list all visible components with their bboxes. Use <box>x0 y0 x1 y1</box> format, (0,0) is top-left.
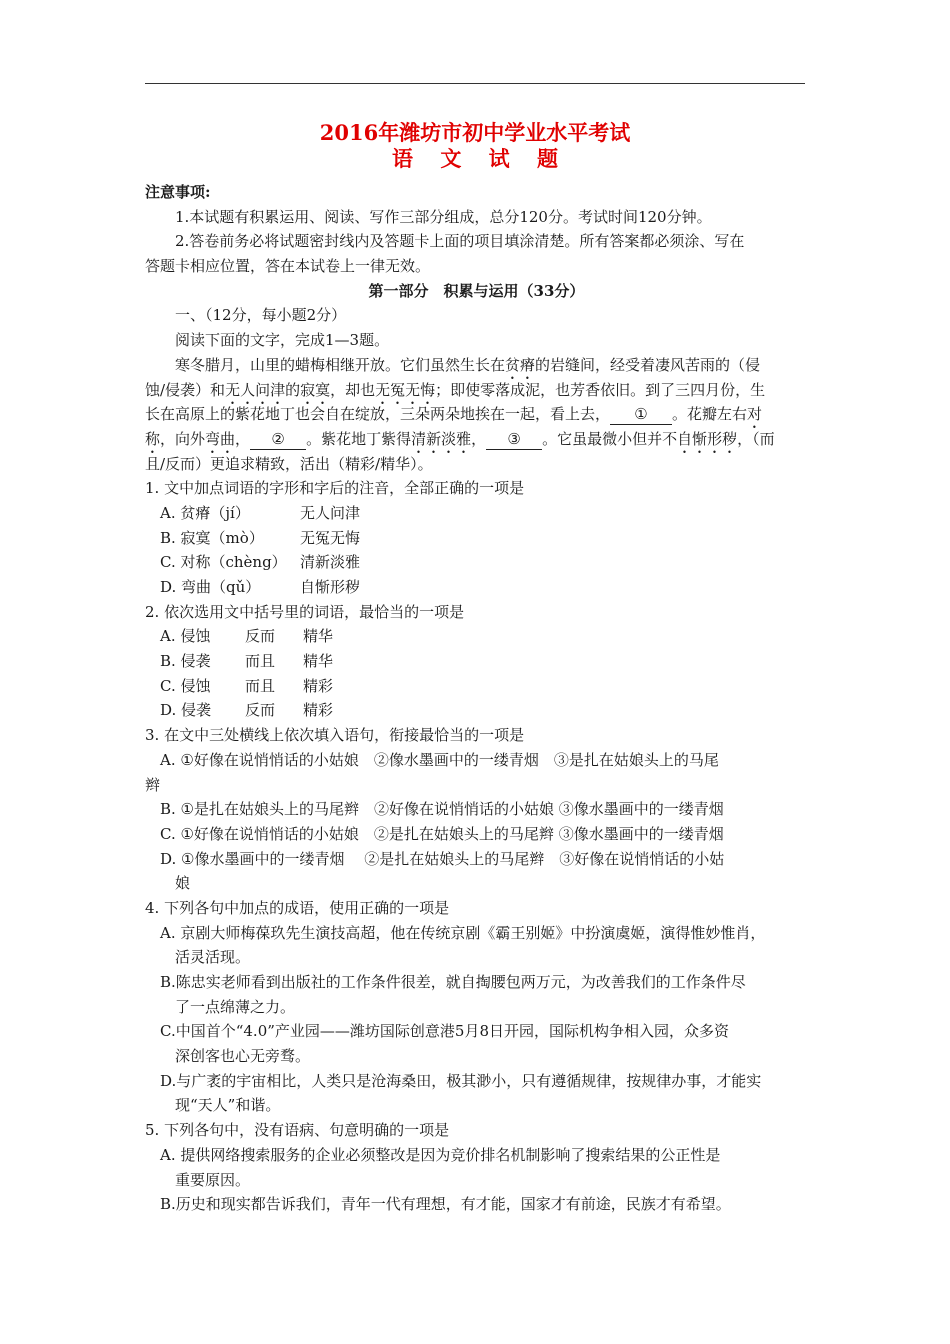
q3-option-b: B. ①是扎在姑娘头上的马尾辫 ②好像在说悄悄话的小姑娘 ③像水墨画中的一缕青烟 <box>160 800 724 819</box>
q5-option-a-cont: 重要原因。 <box>175 1170 251 1189</box>
note-item-1: 1.本试题有积累运用、阅读、写作三部分组成，总分120分。考试时间120分钟。 <box>175 207 712 226</box>
q4-option-b-cont: 了一点绵薄之力。 <box>175 997 296 1016</box>
note-item-2-cont: 答题卡相应位置，答在本试卷上一律无效。 <box>145 257 431 276</box>
dotted-word: 自惭形秽 <box>677 429 738 448</box>
question-4-stem: 4. 下列各句中加点的成语，使用正确的一项是 <box>145 898 450 917</box>
q5-option-b: B.历史和现实都告诉我们，青年一代有理想，有才能，国家才有前途，民族才有希望。 <box>160 1195 731 1214</box>
q3-option-c: C. ①好像在说悄悄话的小姑娘 ②是扎在姑娘头上的马尾辫 ③像水墨画中的一缕青烟 <box>160 824 724 843</box>
notes-heading: 注意事项: <box>145 183 211 201</box>
q3-option-d-cont: 娘 <box>175 874 191 893</box>
question-3-stem: 3. 在文中三处横线上依次填入语句，衔接最恰当的一项是 <box>145 726 525 745</box>
q1-option-b: B. 寂寞（mò） 无冤无悔 <box>160 528 361 547</box>
q1-option-c: C. 对称（chèng） 清新淡雅 <box>160 553 361 572</box>
q2-option-b: B. 侵袭 而且 精华 <box>160 652 334 671</box>
q4-option-a-cont: 活灵活现。 <box>175 948 251 967</box>
passage-line-5: 且/反而）更追求精致，活出（精彩/精华）。 <box>145 454 433 473</box>
reading-instruction: 阅读下面的文字，完成1—3题。 <box>175 331 390 350</box>
question-2-stem: 2. 依次选用文中括号里的词语，最恰当的一项是 <box>145 602 465 621</box>
q4-option-d: D.与广袤的宇宙相比，人类只是沧海桑田，极其渺小，只有遵循规律，按规律办事，才能实 <box>160 1071 762 1090</box>
question-5-stem: 5. 下列各句中，没有语病、句意明确的一项是 <box>145 1121 450 1140</box>
header-rule <box>145 83 805 84</box>
q2-option-a: A. 侵蚀 反而 精华 <box>160 627 334 646</box>
q3-option-a-cont: 辫 <box>145 775 161 794</box>
dotted-word: 寂寞 <box>300 380 331 399</box>
q3-option-a: A. ①好像在说悄悄话的小姑娘 ②像水墨画中的一缕青烟 ③是扎在姑娘头上的马尾 <box>160 750 719 769</box>
part1-heading: 第一部分 积累与运用（33分） <box>368 281 585 300</box>
note-item-2: 2.答卷前务必将试题密封线内及答题卡上面的项目填涂清楚。所有答案都必须涂、写在 <box>175 232 745 251</box>
q2-option-c: C. 侵蚀 而且 精彩 <box>160 676 334 695</box>
exam-body <box>145 180 808 1217</box>
q1-option-d: D. 弯曲（qǔ） 自惭形秽 <box>160 578 361 596</box>
blank-1: ① <box>610 405 672 425</box>
question-1-stem: 1. 文中加点词语的字形和字后的注音，全部正确的一项是 <box>145 479 525 498</box>
dotted-word: 贫瘠 <box>505 355 536 374</box>
section-heading: 一、（12分，每小题2分） <box>175 306 347 325</box>
exam-title: 2016年潍坊市初中学业水平考试 <box>319 120 631 145</box>
passage-line-4: 称，向外弯曲， ② 。紫花地丁紫得清新淡雅， ③ 。它虽最微小但并不自惭形秽，（而 <box>145 429 775 448</box>
passage-line-2: 蚀/侵袭）和无人问津的寂寞，却也无冤无悔；即使零落成泥，也芳香依旧。到了三四月份，生 <box>145 380 766 399</box>
blank-3: ③ <box>486 430 542 450</box>
q4-option-a: A. 京剧大师梅葆玖先生演技高超，他在传统京剧《霸王别姬》中扮演虞姬，演得惟妙惟肖， <box>160 923 766 942</box>
dotted-word: 无冤无悔 <box>375 380 436 399</box>
exam-subtitle: 语 文 试 题 <box>392 146 568 171</box>
q1-option-a: A. 贫瘠（jí） 无人问津 <box>160 503 361 522</box>
q4-option-c: C.中国首个“4.0”产业园——潍坊国际创意港5月8日开园，国际机构争相入园，众多资 <box>160 1022 729 1041</box>
q4-option-c-cont: 深创客也心无旁骛。 <box>175 1047 311 1066</box>
q5-option-a: A. 提供网络搜索服务的企业必须整改是因为竞价排名机制影响了搜索结果的公正性是 <box>160 1145 721 1164</box>
q4-option-b: B.陈忠实老师看到出版社的工作条件很差，就自掏腰包两万元，为改善我们的工作条件尽 <box>160 973 746 991</box>
dotted-word: 清新淡雅 <box>411 429 472 448</box>
q2-option-d: D. 侵袭 反而 精彩 <box>160 701 334 720</box>
passage-line-1: 寒冬腊月，山里的蜡梅相继开放。它们虽然生长在贫瘠的岩缝间，经受着凄风苦雨的（侵 <box>175 355 761 374</box>
q3-option-d: D. ①像水墨画中的一缕青烟 ②是扎在姑娘头上的马尾辫 ③好像在说悄悄话的小姑 <box>160 849 725 868</box>
passage-line-3: 长在高原上的紫花地丁也会自在绽放，三朵两朵地挨在一起，看上去， ① 。花瓣左右对 <box>145 405 763 424</box>
dotted-word: 无人问津 <box>225 380 286 399</box>
q4-option-d-cont: 现“天人”和谐。 <box>175 1096 281 1115</box>
blank-2: ② <box>250 430 306 450</box>
